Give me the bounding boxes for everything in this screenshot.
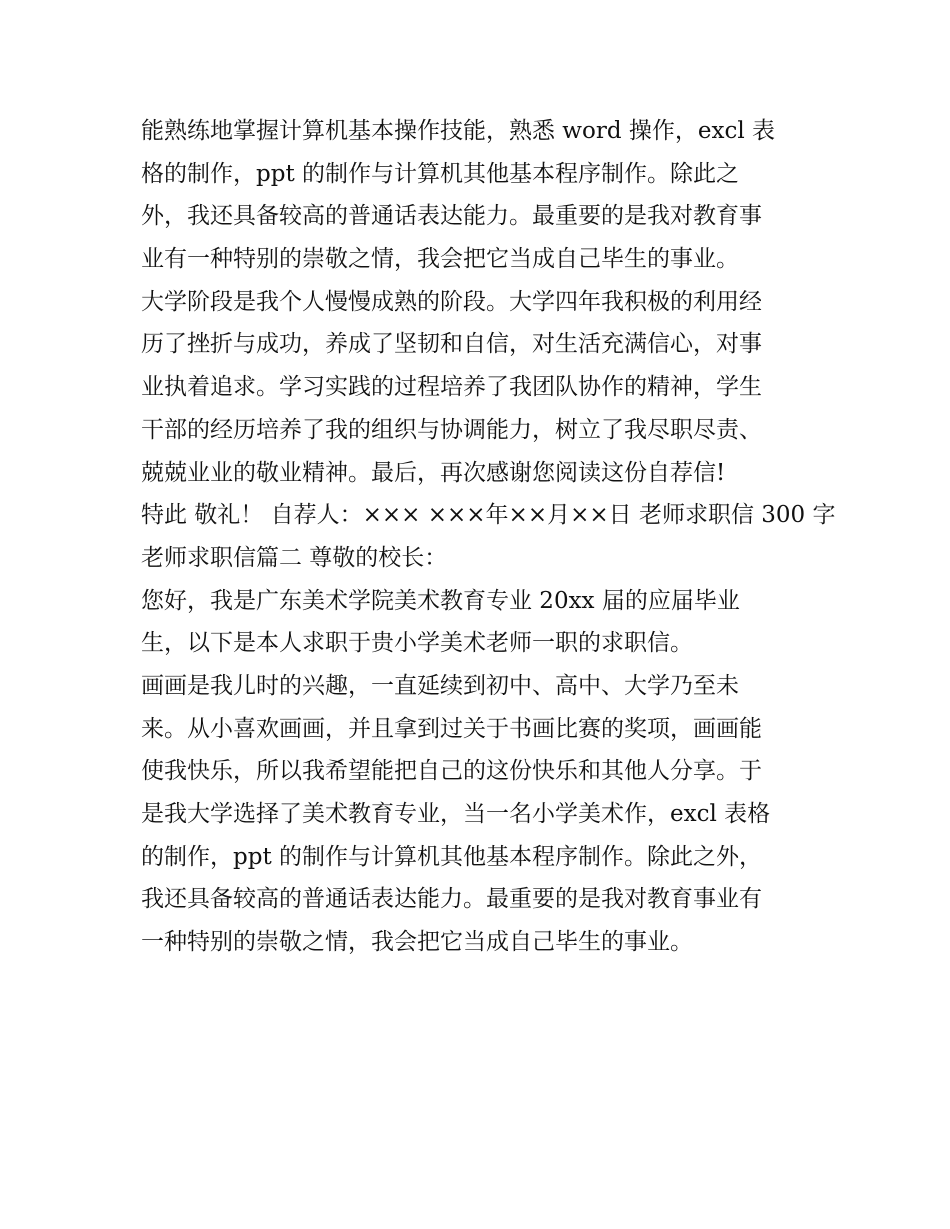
text-line-2: 格的制作，ppt 的制作与计算机其他基本程序制作。除此之	[141, 160, 739, 187]
text-line-5: 大学阶段是我个人慢慢成熟的阶段。大学四年我积极的利用经	[141, 288, 762, 315]
text-line-17: 是我大学选择了美术教育专业，当一名小学美术作，excl 表格	[141, 801, 771, 827]
text-line-11: 老师求职信篇二 尊敬的校长：	[141, 544, 448, 571]
text-line-1: 能熟练地掌握计算机基本操作技能，熟悉 word 操作，excl 表	[141, 118, 776, 144]
text-line-4: 业有一种特别的崇敬之情，我会把它当成自己毕生的事业。	[141, 246, 739, 273]
text-line-16: 使我快乐，所以我希望能把自己的这份快乐和其他人分享。于	[141, 758, 762, 785]
text-line-13: 生，以下是本人求职于贵小学美术老师一职的求职信。	[141, 630, 693, 657]
text-line-18: 的制作，ppt 的制作与计算机其他基本程序制作。除此之外，	[141, 843, 762, 870]
text-line-7: 业执着追求。学习实践的过程培养了我团队协作的精神，学生	[141, 374, 762, 401]
text-line-3: 外，我还具备较高的普通话表达能力。最重要的是我对教育事	[141, 203, 762, 230]
text-line-8: 干部的经历培养了我的组织与协调能力，树立了我尽职尽责、	[141, 416, 762, 443]
text-line-19: 我还具备较高的普通话表达能力。最重要的是我对教育事业有	[141, 886, 762, 913]
text-line-10: 特此 敬礼！ 自荐人：××× ×××年××月××日 老师求职信 300 字	[141, 502, 836, 529]
text-line-14: 画画是我儿时的兴趣，一直延续到初中、高中、大学乃至未	[141, 672, 739, 699]
text-line-12: 您好，我是广东美术学院美术教育专业 20xx 届的应届毕业	[141, 587, 740, 614]
text-line-9: 兢兢业业的敬业精神。最后，再次感谢您阅读这份自荐信!	[141, 459, 726, 486]
text-line-20: 一种特别的崇敬之情，我会把它当成自己毕生的事业。	[141, 929, 693, 956]
text-line-15: 来。从小喜欢画画，并且拿到过关于书画比赛的奖项，画画能	[141, 715, 762, 742]
body-text	[141, 110, 836, 964]
text-line-6: 历了挫折与成功，养成了坚韧和自信，对生活充满信心，对事	[141, 331, 762, 358]
